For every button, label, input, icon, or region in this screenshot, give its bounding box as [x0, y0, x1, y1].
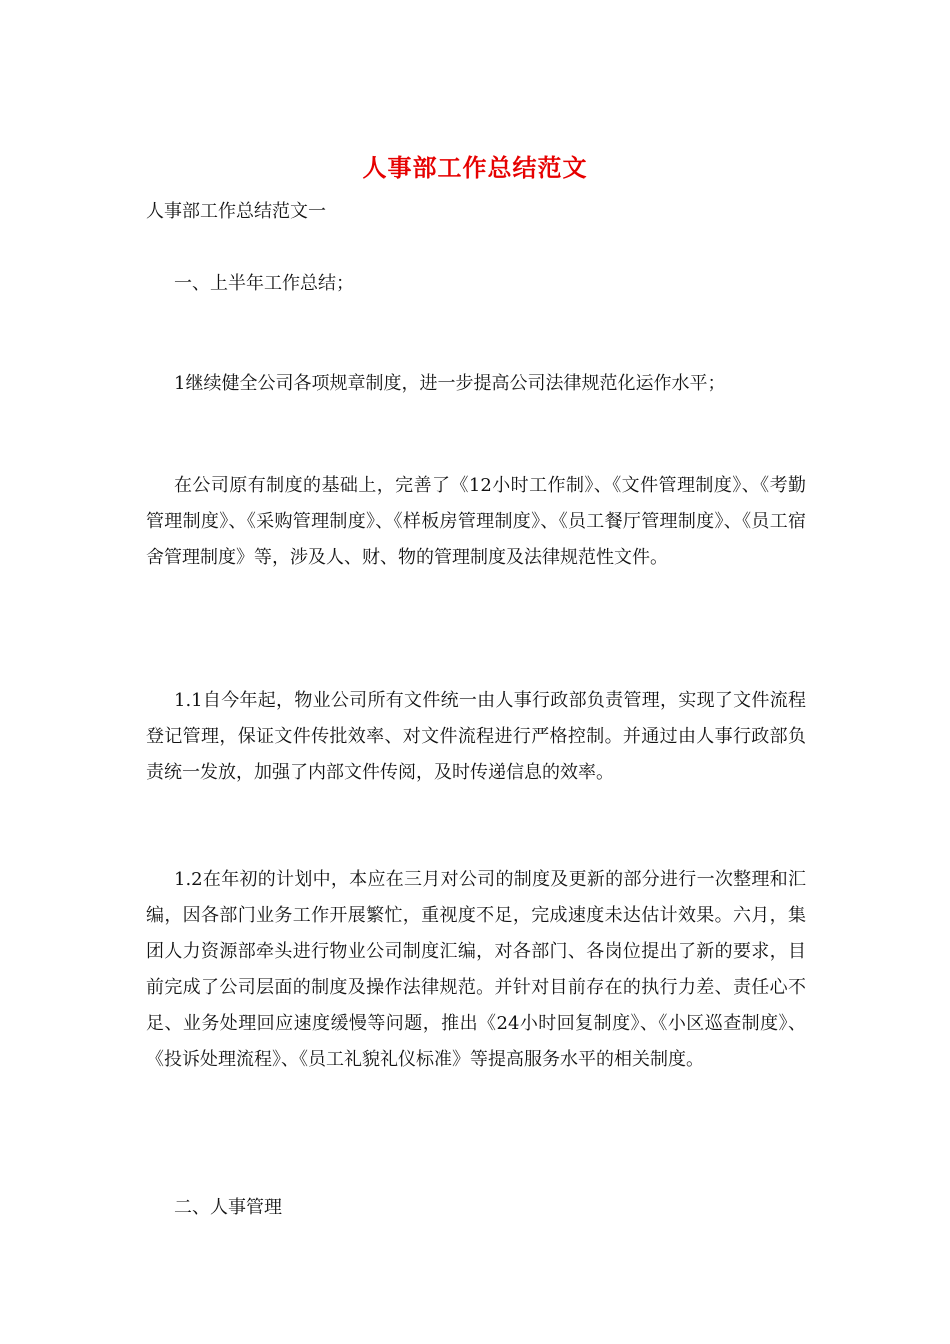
- paragraph-2: 1.1自今年起，物业公司所有文件统一由人事行政部负责管理，实现了文件流程登记管理，保证文件传批效率、对文件流程进行严格控制。并通过由人事行政部负责统一发放，加强了内部文件传阅，及时传递信息的效率。: [146, 690, 806, 783]
- item-heading-1: 1继续健全公司各项规章制度，进一步提高公司法律规范化运作水平；: [174, 373, 726, 394]
- document-title: 人事部工作总结范文: [362, 153, 588, 182]
- section-heading-1: 一、上半年工作总结；: [174, 273, 354, 294]
- document-subtitle: 人事部工作总结范文一: [146, 201, 326, 222]
- paragraph-3: 1.2在年初的计划中，本应在三月对公司的制度及更新的部分进行一次整理和汇编，因各部门业务工作开展繁忙，重视度不足，完成速度未达估计效果。六月，集团人力资源部牵头进行物业公司制度汇编，对各部门、各岗位提出了新的要求，目前完成了公司层面的制度及操作法律规范。并针对目前存在的执行力差、责任心不足、业务处理回应速度缓慢等问题，推出《24小时回复制度》、《小区巡查制度》、《投诉处理流程》、《员工礼貌礼仪标准》等提高服务水平的相关制度。: [146, 869, 806, 1070]
- section-heading-2: 二、人事管理: [174, 1197, 282, 1218]
- paragraph-1: 在公司原有制度的基础上，完善了《12小时工作制》、《文件管理制度》、《考勤管理制度》、《采购管理制度》、《样板房管理制度》、《员工餐厅管理制度》、《员工宿舍管理制度》等，涉及人、财、物的管理制度及法律规范性文件。: [146, 475, 806, 568]
